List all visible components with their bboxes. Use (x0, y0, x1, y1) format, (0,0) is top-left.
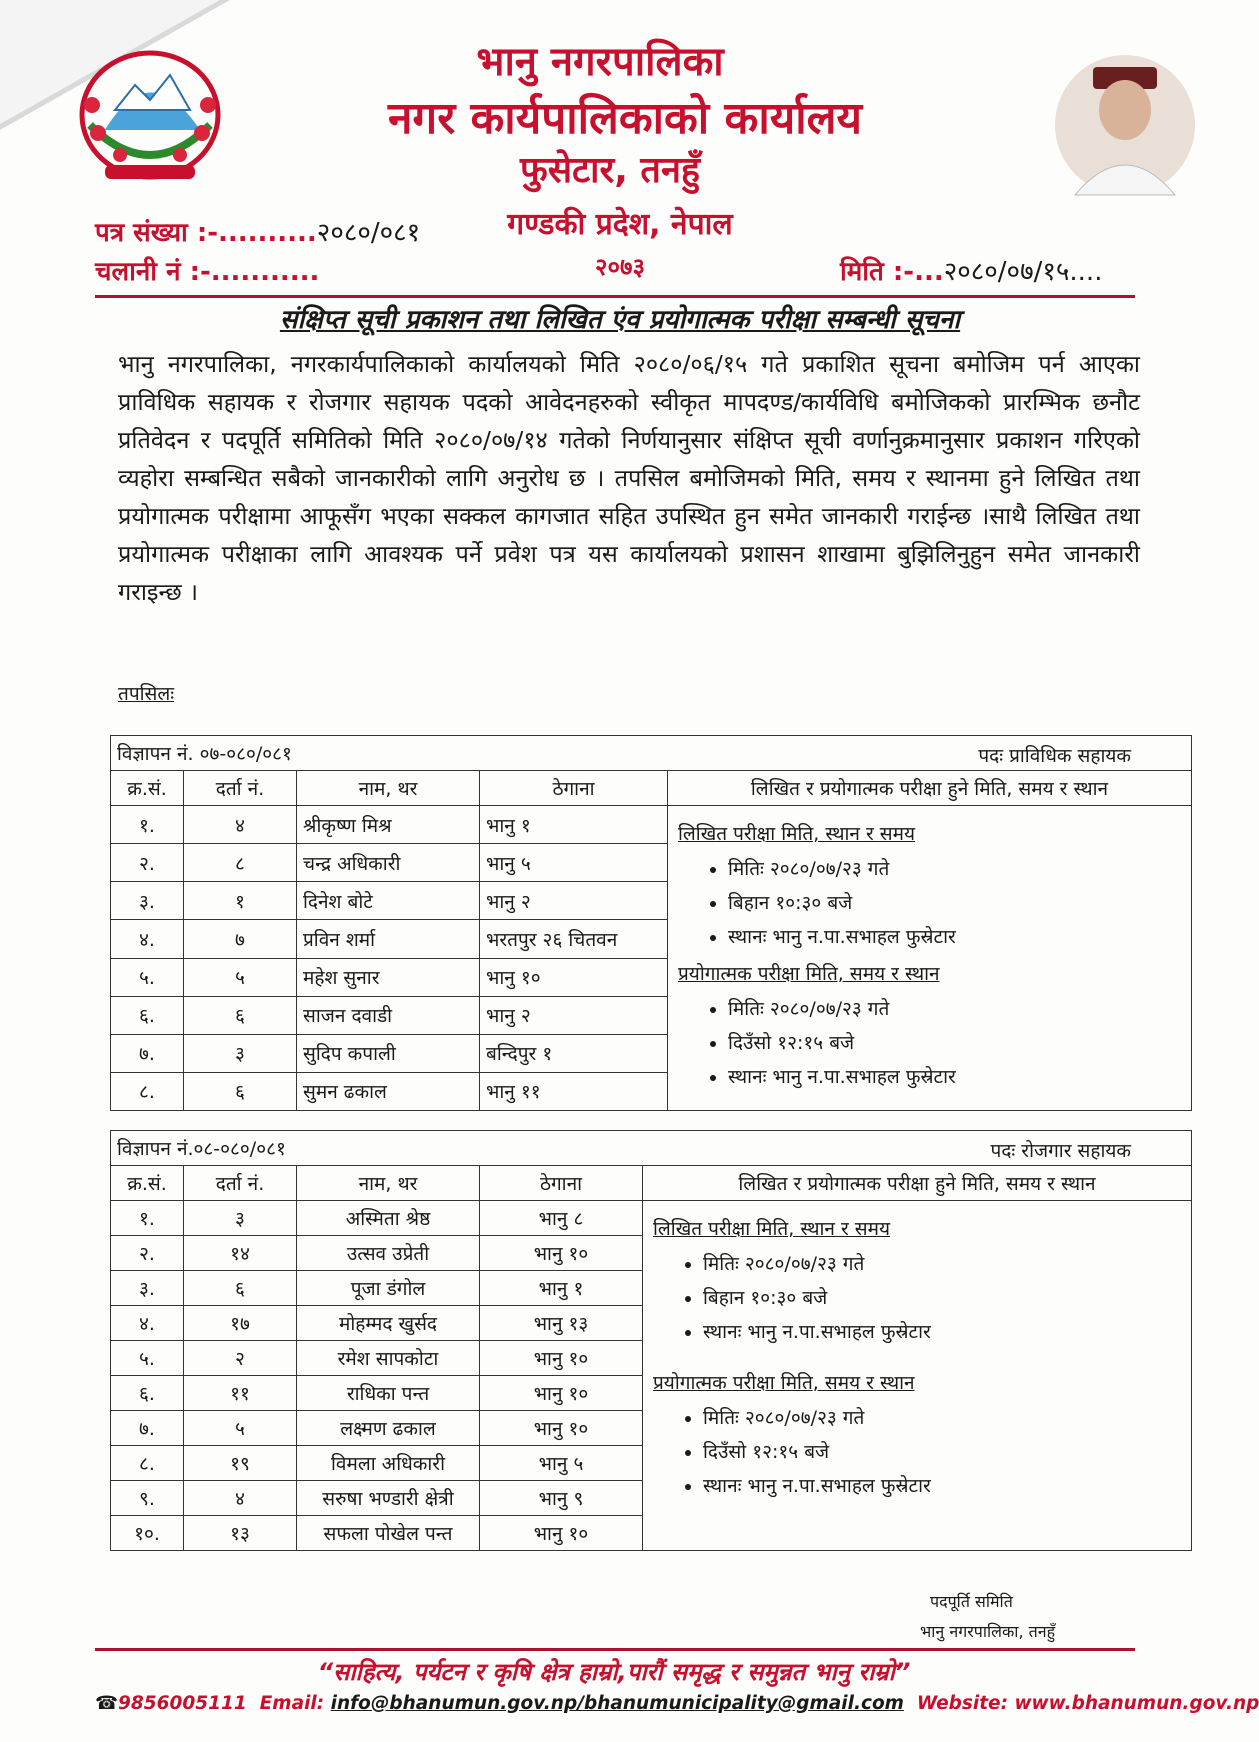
phone-icon: ☎ (95, 1693, 119, 1714)
footer-contact: ☎9856005111 Email: info@bhanumun.gov.np/bhanumunicipality@gmail.com Website: www.bhanumun.gov.np (95, 1693, 1259, 1714)
established-year: २०७३ (595, 253, 645, 281)
footer-divider (95, 1648, 1135, 1651)
chalani-number: चलानी नं :-........... (95, 257, 320, 287)
office-name: नगर कार्यपालिकाको कार्यालय (388, 93, 862, 144)
header-divider (95, 295, 1135, 298)
table-row: ८. १९ विमला अधिकारी भानु ५ (111, 1446, 1192, 1481)
table-row: १०. १३ सफला पोखेल पन्त भानु १० (111, 1516, 1192, 1551)
patra-sankhya: पत्र संख्या :-..........२०८०/०८१ (95, 218, 421, 248)
notice-body: भानु नगरपालिका, नगरकार्यपालिकाको कार्यालयको मिति २०८०/०६/१५ गते प्रकाशित सूचना बमोजिम पर्न आएका प्राविधिक सहायक र रोजगार सहायक पदको आवेदनहरुको स्वीकृत मापदण्ड/कार्यविधि बमोजिकको प्रारम्भिक छनौट प्रतिवेदन र पदपूर्ति समितिको मिति २०८०/०७/१४ गतेको निर्णयानुसार संक्षिप्त सूची वर्णानुक्रमानुसार प्रकाशन गरिएको व्यहोरा सम्बन्धित सबैको जानकारीको लागि अनुरोध छ । तपसिल बमोजिमको मिति, समय र स्थानमा हुने लिखित तथा प्रयोगात्मक परीक्षामा आफूसँग भएका सक्कल कागजात सहित उपस्थित हुन समेत जानकारी गराईन्छ ।साथै लिखित तथा प्रयोगात्मक परीक्षाका लागि आवश्यक पर्ने प्रवेश पत्र यस कार्यालयको प्रशासन शाखामा बुझिलिनुहुन समेत जानकारी गराइन्छ । (118, 350, 1140, 606)
table-header-row: क्र.सं. दर्ता नं. नाम, थर ठेगाना लिखित र प्रयोगात्मक परीक्षा हुने मिति, समय र स्थान (111, 771, 1192, 806)
phone-number: 9856005111 (118, 1693, 247, 1714)
signature-committee: पदपूर्ति समिति (930, 1592, 1013, 1611)
table-row: ४. १७ मोहम्मद खुर्सद भानु १३ (111, 1306, 1192, 1341)
table-row: ७. ३ सुदिप कपाली बन्दिपुर १ (111, 1034, 1192, 1072)
nepal-emblem-icon (70, 35, 230, 185)
table-technical-assistant (110, 735, 1192, 1111)
date-field: मिति :-...२०८०/०७/१५.... (840, 257, 1103, 287)
province-name: गण्डकी प्रदेश, नेपाल (507, 207, 733, 242)
notice-title: संक्षिप्त सूची प्रकाशन तथा लिखित एंव प्रयोगात्मक परीक्षा सम्बन्धी सूचना (279, 305, 961, 335)
table-row: २. १४ उत्सव उप्रेती भानु १० (111, 1236, 1192, 1271)
portrait-avatar (1055, 55, 1195, 195)
exam-schedule-cell: लिखित परीक्षा मिति, स्थान र समय • मितिः २०८०/०७/२३ गते • बिहान १०:३० बजे • स्थानः भानु न.पा.सभाहल फुस्रेटार प्रयोगात्मक परीक्षा मिति, समय र स्थान • मितिः २०८०/०७/२३ गते • दिउँसो १२:१५ बजे • स्थानः भानु न.पा.सभाहल फुस्रेटार (643, 1201, 1192, 1551)
table-row: ९. ४ सरुषा भण्डारी क्षेत्री भानु ९ (111, 1481, 1192, 1516)
table-row: १. ४ श्रीकृष्ण मिश्र भानु १ लिखित परीक्षा मिति, स्थान र समय • मितिः २०८०/०७/२३ गते • बिहान १०:३० बजे • स्थानः भानु न.पा.सभाहल फुस्रेटार प्रयोगात्मक परीक्षा मिति, समय र स्थान • मितिः २०८०/०७/२३ गते • दिउँसो १२:१५ बजे • स्थानः भानु न.पा.सभाहल फुस्रेटार (111, 806, 1192, 844)
website-link[interactable]: www.bhanumun.gov.np (1014, 1693, 1259, 1714)
table-row: ४. ७ प्रविन शर्मा भरतपुर २६ चितवन (111, 920, 1192, 958)
table-row: २. ८ चन्द्र अधिकारी भानु ५ (111, 844, 1192, 882)
footer-slogan: “साहित्य, पर्यटन र कृषि क्षेत्र हाम्रो,पारौं समृद्ध र समुन्नत भानु राम्रो” (317, 1658, 911, 1686)
email-link[interactable]: info@bhanumun.gov.np/bhanumunicipality@gmail.com (330, 1693, 904, 1714)
table-row: ५. २ रमेश सापकोटा भानु १० (111, 1341, 1192, 1376)
signature-municipality: भानु नगरपालिका, तनहुँ (920, 1622, 1056, 1641)
table-caption: विज्ञापन नं. ०७-०८०/०८१ पदः प्राविधिक सहायक (111, 736, 1192, 771)
person-portrait-icon (1055, 55, 1195, 195)
municipality-name: भानु नगरपालिका (476, 39, 724, 85)
table-row: ३. १ दिनेश बोटे भानु २ (111, 882, 1192, 920)
table-row: ८. ६ सुमन ढकाल भानु ११ (111, 1072, 1192, 1110)
office-location: फुसेटार, तनहुँ (519, 150, 701, 191)
table-employment-assistant (110, 1130, 1192, 1551)
table-row: ५. ५ महेश सुनार भानु १० (111, 958, 1192, 996)
tapasil-label: तपसिलः (118, 683, 175, 705)
table-row: १. ३ अस्मिता श्रेष्ठ भानु ८ लिखित परीक्षा मिति, स्थान र समय • मितिः २०८०/०७/२३ गते • बिहान १०:३० बजे • स्थानः भानु न.पा.सभाहल फुस्रेटार प्रयोगात्मक परीक्षा मिति, समय र स्थान • मितिः २०८०/०७/२३ गते • दिउँसो १२:१५ बजे • स्थानः भानु न.पा.सभाहल फुस्रेटार (111, 1201, 1192, 1236)
table-header-row: क्र.सं. दर्ता नं. नाम, थर ठेगाना लिखित र प्रयोगात्मक परीक्षा हुने मिति, समय र स्थान (111, 1166, 1192, 1201)
exam-schedule-cell: लिखित परीक्षा मिति, स्थान र समय • मितिः २०८०/०७/२३ गते • बिहान १०:३० बजे • स्थानः भानु न.पा.सभाहल फुस्रेटार प्रयोगात्मक परीक्षा मिति, समय र स्थान • मितिः २०८०/०७/२३ गते • दिउँसो १२:१५ बजे • स्थानः भानु न.पा.सभाहल फुस्रेटार (668, 806, 1192, 1111)
table-row: ३. ६ पूजा डंगोल भानु १ (111, 1271, 1192, 1306)
table-caption: विज्ञापन नं.०८-०८०/०८१ पदः रोजगार सहायक (111, 1131, 1192, 1166)
table-row: ६. ११ राधिका पन्त भानु १० (111, 1376, 1192, 1411)
table-row: ७. ५ लक्ष्मण ढकाल भानु १० (111, 1411, 1192, 1446)
table-row: ६. ६ साजन दवाडी भानु २ (111, 996, 1192, 1034)
